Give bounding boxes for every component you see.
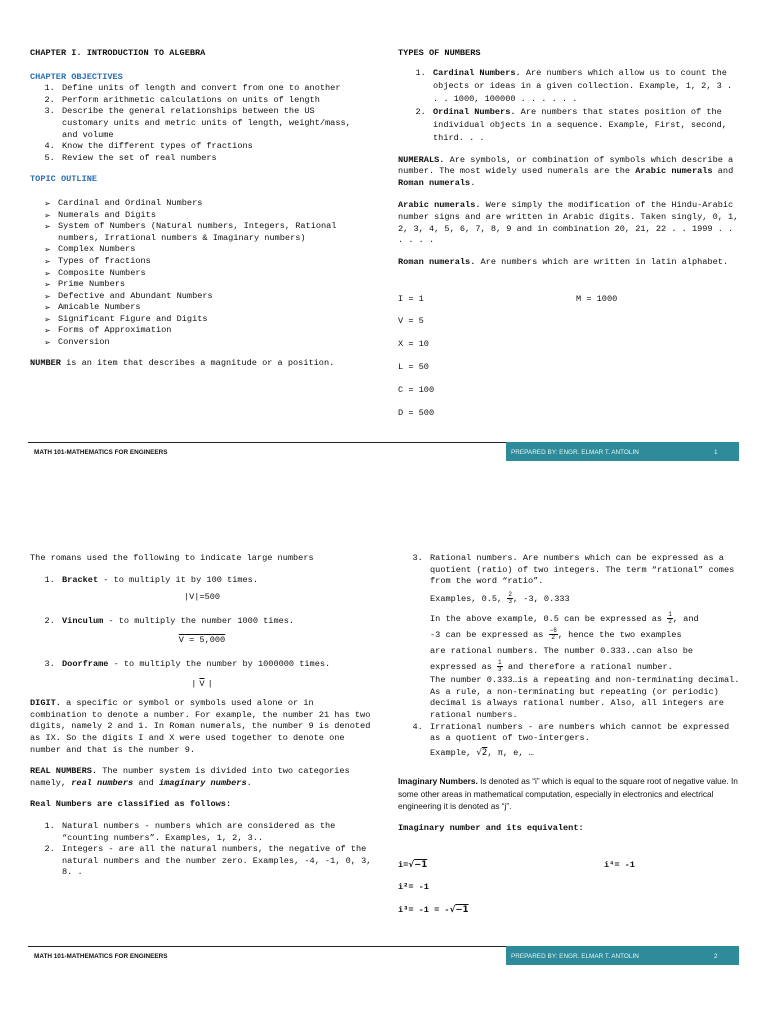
digit-term: DIGIT. xyxy=(30,698,61,709)
page1-left-column xyxy=(30,48,360,370)
types-heading: TYPES OF NUMBERS xyxy=(398,48,481,58)
outline-list xyxy=(30,198,360,349)
outline-heading: TOPIC OUTLINE xyxy=(30,174,98,185)
outline-item: ➢ Complex Numbers xyxy=(44,244,360,256)
rational-text: Rational numbers. Are numbers which can be expressed as a quotient (ratio) of two integers. The term “rational” comes from the word “ratio”. xyxy=(430,553,735,587)
outline-item: ➢ Forms of Approximation xyxy=(44,325,360,337)
numerals-term: NUMERALS. xyxy=(398,154,445,165)
footer-rule xyxy=(28,442,506,443)
objective-item: 2. Perform arithmetic calculations on units of length xyxy=(60,95,360,107)
real-end: . xyxy=(246,777,252,788)
roman-value: V = 5 xyxy=(398,316,424,326)
real-em2: imaginary numbers xyxy=(158,777,247,788)
imag-text: Is denoted as “i” which is equal to the square root of negative value. In some other areas in mathematical computation, especially in electronics and electrical engineering it is denoted as “j”. xyxy=(398,776,738,812)
numerals-arabic: Arabic numerals xyxy=(635,166,713,177)
objectives-heading: CHAPTER OBJECTIVES xyxy=(30,71,123,82)
digit-paragraph xyxy=(30,698,372,756)
vinculum-example xyxy=(32,635,372,647)
page2-right-column xyxy=(398,553,740,834)
equation-i2: i²= -1 xyxy=(398,882,429,892)
roman-value: C = 100 xyxy=(398,385,435,395)
types-list xyxy=(398,67,740,145)
large-number-item xyxy=(60,616,372,647)
type-text: Are numbers that states position of the individual objects in a sequence. Example, First, second, third. . . xyxy=(433,106,727,143)
type-item xyxy=(431,106,740,145)
roman-paragraph xyxy=(398,257,740,269)
numerals-end: . xyxy=(470,177,476,188)
class-item: 2. Integers - are all the natural numbers, the negative of the natural numbers and the number zero. Examples, -4, -1, 0, 3, 8. . xyxy=(60,844,372,879)
numerals-paragraph xyxy=(398,155,740,190)
irrational-list: , π, e, … xyxy=(487,747,534,758)
page1-right-column xyxy=(398,48,740,268)
rational-examples-rest: , -3, 0.333 xyxy=(512,593,570,604)
rational-p4b: and therefore a rational number. xyxy=(502,662,673,673)
class-item: 1. Natural numbers - numbers which are considered as the “counting numbers”. Examples, 1, 2, 3.. xyxy=(60,821,372,844)
outline-item: ➢ Prime Numbers xyxy=(44,279,360,291)
imaginary-paragraph xyxy=(398,775,740,813)
item-text: - to multiply the number by 1000000 times. xyxy=(108,658,331,669)
roman-value: X = 10 xyxy=(398,339,429,349)
rational-p2: -3 can be expressed as xyxy=(430,630,549,641)
roman-value: D = 500 xyxy=(398,408,435,418)
equation-i3: i³= -1 = -√−1 xyxy=(398,905,469,915)
footer-bar xyxy=(506,946,739,965)
page2-left-column xyxy=(30,553,372,879)
roman-value: I = 1 xyxy=(398,294,424,304)
fraction-two-thirds: $\frac{2}{3}$ xyxy=(508,590,512,605)
chapter-title: CHAPTER I. INTRODUCTION TO ALGEBRA xyxy=(30,48,206,58)
type-text: Are numbers which allow us to count the objects or ideas in a given collection. Example, 1, 2, 3 . . . 1000, 100000 . . . . . . xyxy=(433,67,733,104)
objective-item: 4. Know the different types of fractions xyxy=(60,141,360,153)
bracket-example: |V|=500 xyxy=(183,592,221,603)
outline-item: ➢ System of Numbers (Natural numbers, Integers, Rational numbers, Irrational numbers & Imaginary numbers) xyxy=(44,221,360,244)
arabic-text: Were simply the modification of the Hindu-Arabic number signs and are written in Arabic digits. Taken singly, 0, 1, 2, 3, 4, 5, 6, 7, 8, 9 and in combination 20, 21, 22 . . 1999 . . . . . . xyxy=(398,200,739,246)
large-number-item xyxy=(60,575,372,604)
classified-heading: Real Numbers are classified as follows: xyxy=(30,799,232,810)
rational-examples-label: Examples, 0.5, xyxy=(430,593,508,604)
roman-text: Are numbers which are written in latin alphabet. xyxy=(475,256,729,267)
fraction-one-half: $\frac{1}{2}$ xyxy=(668,611,672,626)
numerals-and: and xyxy=(712,166,734,177)
fraction-neg-six-halves: $\frac{-6}{2}$ xyxy=(549,627,557,642)
rational-list xyxy=(398,553,740,759)
digit-text: a specific or symbol or symbols used alone or in combination to denote a number. For example, the number 21 has two digits, namely 2 and 1. In Roman numerals, the number 9 is denoted as IX. So the digits I and X were used together to denote one number and that is the number 9. xyxy=(30,698,371,755)
item-term: Bracket xyxy=(62,574,99,585)
eq1-root: −1 xyxy=(414,860,428,870)
outline-item: ➢ Amicable Numbers xyxy=(44,302,360,314)
eq1-label: i= xyxy=(398,860,409,870)
classes-list xyxy=(30,821,372,879)
item-term: Doorframe xyxy=(62,658,109,669)
rational-p2b: , hence the two examples xyxy=(557,630,682,641)
number-definition xyxy=(30,357,360,370)
numerals-roman: Roman numerals xyxy=(398,177,471,188)
item-term: Vinculum xyxy=(62,615,104,626)
outline-item: ➢ Cardinal and Ordinal Numbers xyxy=(44,198,360,210)
outline-item: ➢ Significant Figure and Digits xyxy=(44,314,360,326)
doorframe-example: | $\overline{V}$ | xyxy=(191,678,213,689)
footer-bar xyxy=(506,442,739,461)
equation-i4: i⁴= -1 xyxy=(604,860,635,870)
rational-p5: The number 0.333…is a repeating and non-terminating decimal. As a rule, a non-terminating but repeating (or periodic) decimal is always rational number. Also, all integers are rational numbers. xyxy=(430,675,740,720)
real-term: REAL NUMBERS. xyxy=(30,766,98,777)
irrational-examples-label: Example, xyxy=(430,747,477,758)
outline-item: ➢ Numerals and Digits xyxy=(44,210,360,222)
type-term: Ordinal Numbers. xyxy=(433,106,516,117)
objectives-list xyxy=(30,83,360,164)
equivalent-heading: Imaginary number and its equivalent: xyxy=(398,822,584,833)
footer-page-number: 2 xyxy=(714,953,718,960)
doorframe-value: $\overline{V}$ xyxy=(199,678,205,689)
eq3-root: −1 xyxy=(455,905,469,915)
objective-item: 3. Describe the general relationships between the US customary units and metric units of length, weight/mass, and volume xyxy=(60,106,360,141)
real-em1: real numbers xyxy=(71,777,134,788)
roman-value-m: M = 1000 xyxy=(576,294,618,304)
outline-item: ➢ Defective and Abundant Numbers xyxy=(44,291,360,303)
rational-p1: In the above example, 0.5 can be expressed as xyxy=(430,614,668,625)
roman-large-intro: The romans used the following to indicate large numbers xyxy=(30,553,314,563)
objective-item: 1. Define units of length and convert from one to another xyxy=(60,83,360,95)
footer-rule xyxy=(28,946,506,947)
vinculum-value: V = 5,000 xyxy=(178,635,226,646)
item-text: - to multiply it by 100 times. xyxy=(98,574,258,585)
fraction-one-third: $\frac{1}{3}$ xyxy=(498,659,502,674)
footer-course: MATH 101-MATHEMATICS FOR ENGINEERS xyxy=(34,953,168,960)
rational-item xyxy=(428,553,740,722)
irrational-item xyxy=(428,722,740,760)
type-term: Cardinal Numbers. xyxy=(433,67,521,78)
outline-item: ➢ Composite Numbers xyxy=(44,268,360,280)
footer-prepared: PREPARED BY: ENGR. ELMAR T. ANTOLIN xyxy=(511,449,639,456)
arabic-term: Arabic numerals. xyxy=(398,200,481,211)
rational-p4: expressed as xyxy=(430,662,498,673)
rational-p1b: , and xyxy=(672,614,699,625)
eq3-label: i³= -1 = - xyxy=(398,905,450,915)
rational-examples xyxy=(430,592,740,605)
sqrt-two: √2 xyxy=(476,747,488,758)
arabic-paragraph xyxy=(398,200,740,246)
roman-value: L = 50 xyxy=(398,362,429,372)
large-number-item xyxy=(60,659,372,690)
outline-item: ➢ Types of fractions xyxy=(44,256,360,268)
real-and: and xyxy=(133,777,159,788)
footer-prepared: PREPARED BY: ENGR. ELMAR T. ANTOLIN xyxy=(511,953,639,960)
imag-term: Imaginary Numbers. xyxy=(398,776,478,787)
irrational-text: Irrational numbers - are numbers which cannot be expressed as a quotient of two-intergers. xyxy=(430,721,730,744)
item-text: - to multiply the number 1000 times. xyxy=(103,615,295,626)
rational-p3: are rational numbers. The number 0.333..can also be xyxy=(430,646,694,657)
number-def-text: is an item that describes a magnitude or a position. xyxy=(60,357,335,368)
footer-page-number: 1 xyxy=(714,449,718,456)
number-term: NUMBER xyxy=(30,357,61,368)
numerals-text: Are symbols, or combination of symbols which describe a number. The most widely used numerals are the xyxy=(398,154,734,177)
rational-explanation xyxy=(430,611,740,721)
real-numbers-paragraph xyxy=(30,766,372,789)
type-item xyxy=(431,67,740,106)
roman-term: Roman numerals. xyxy=(398,256,476,267)
objective-item: 5. Review the set of real numbers xyxy=(60,153,360,165)
real-text: The number system is divided into two categories namely, xyxy=(30,766,350,788)
outline-item: ➢ Conversion xyxy=(44,337,360,349)
large-number-list xyxy=(30,575,372,691)
footer-course: MATH 101-MATHEMATICS FOR ENGINEERS xyxy=(34,449,168,456)
equation-i: i=√−1 xyxy=(398,860,428,870)
